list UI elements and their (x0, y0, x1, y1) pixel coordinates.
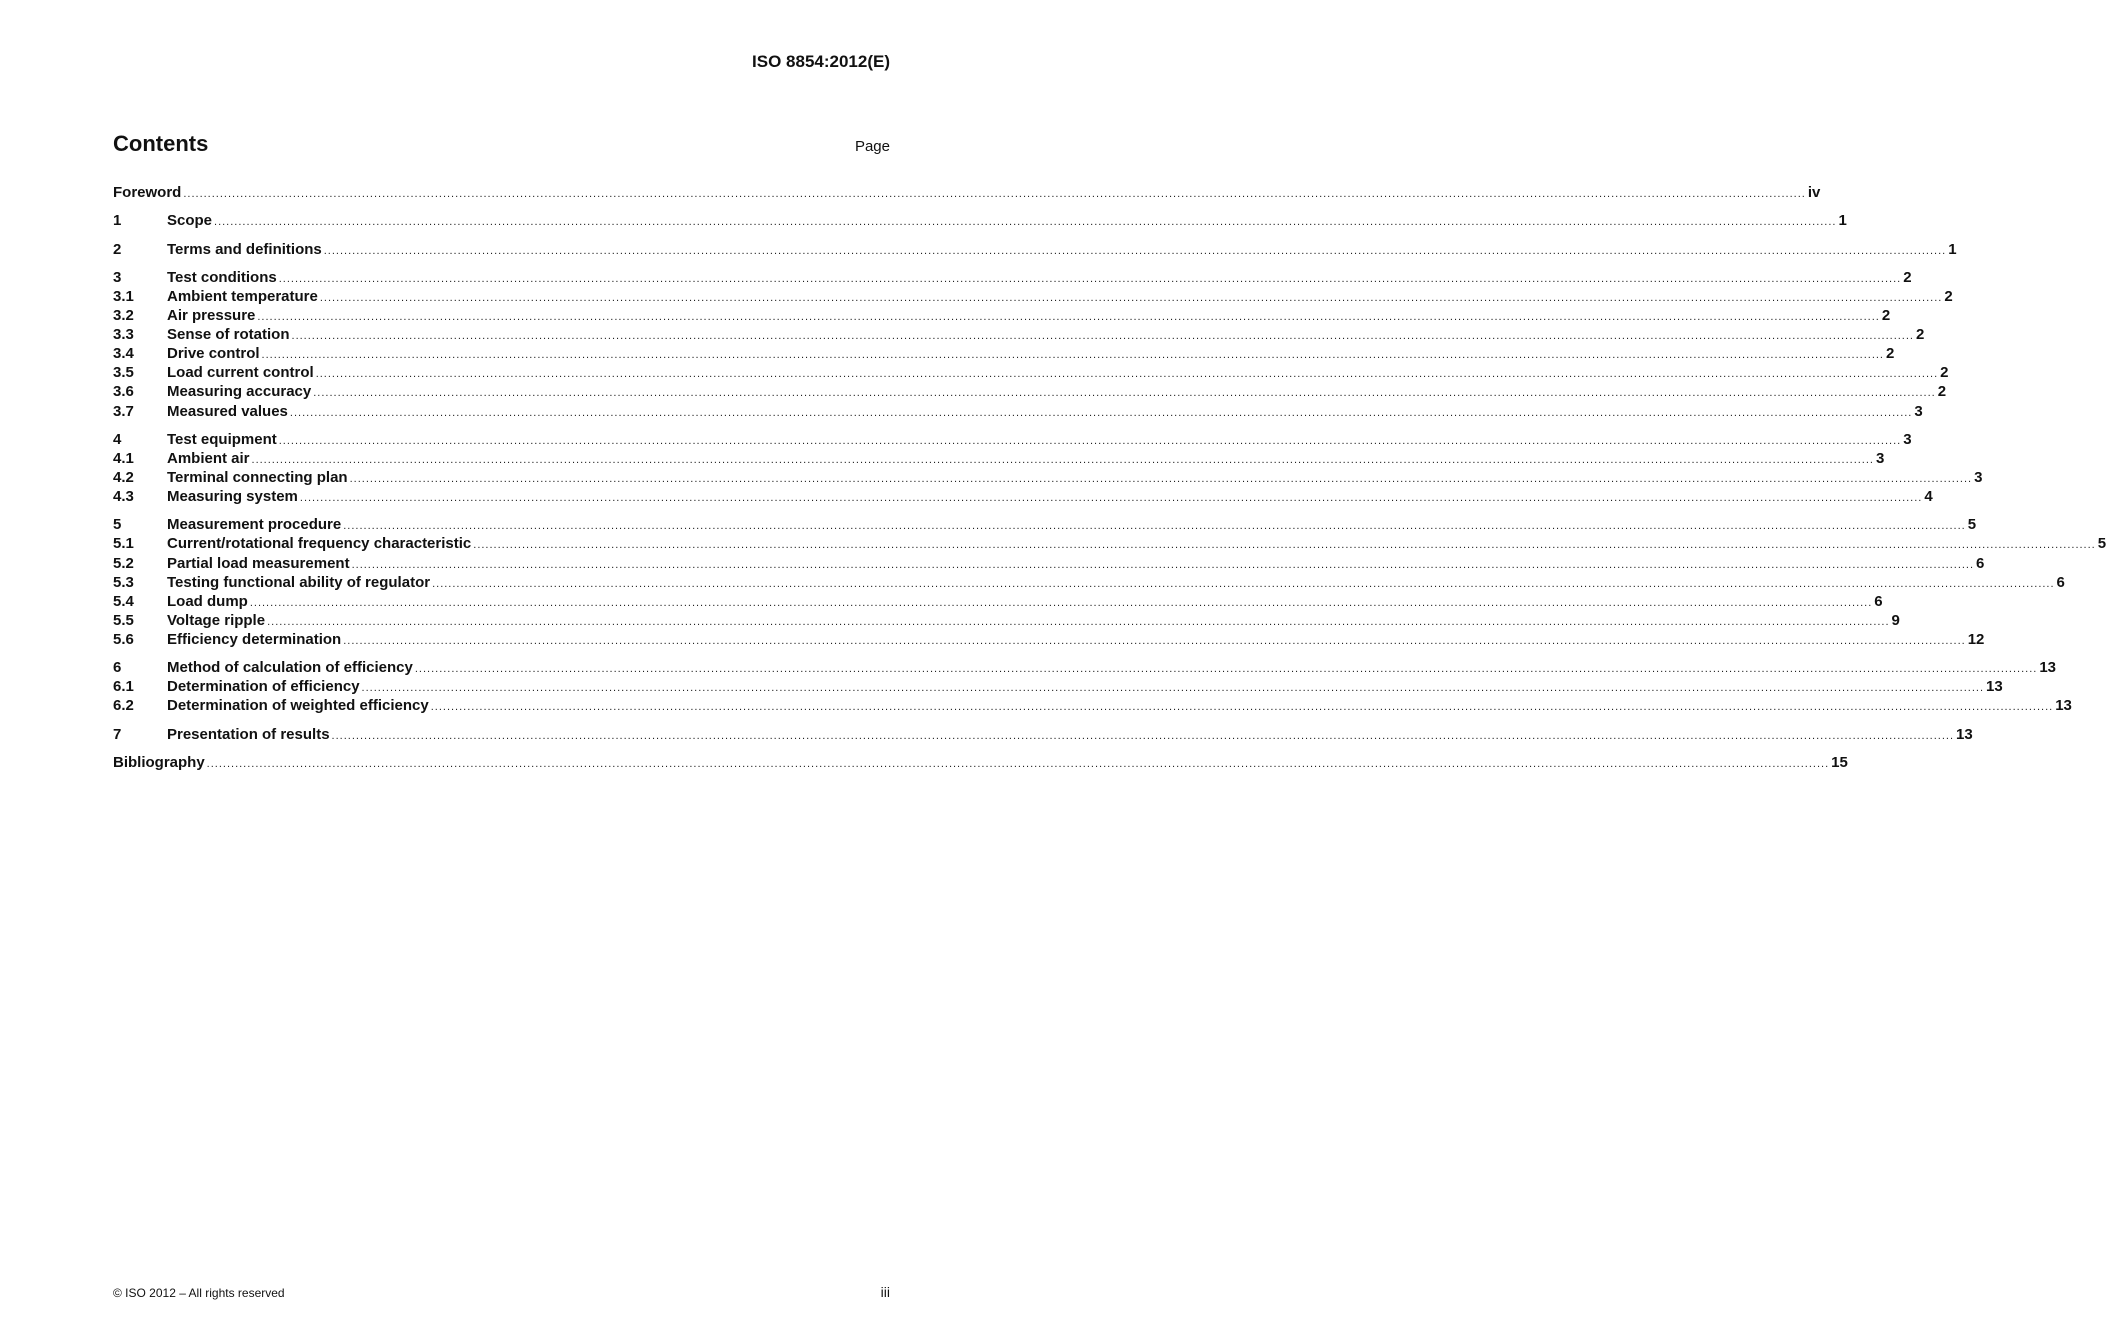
toc-entry-number: 2 (113, 240, 122, 258)
toc-entry-page: 3 (1974, 468, 1983, 486)
toc-entry-title: Measuring system (167, 488, 298, 506)
toc-entry-title: Determination of efficiency (167, 678, 360, 696)
dot-leader: ................................................................................................................................................................................................................................................................................................................................................................................................................ (349, 472, 1973, 485)
page-column-label: Page (854, 138, 890, 155)
toc-entry-number: 5 (113, 516, 122, 534)
dot-leader: ................................................................................................................................................................................................................................................................................................................................................................................................................ (249, 596, 1873, 609)
toc-entry-page: 13 (1956, 725, 1973, 743)
dot-leader: ................................................................................................................................................................................................................................................................................................................................................................................................................ (315, 368, 1939, 381)
toc-entry-page: 5 (1967, 516, 1977, 534)
toc-entry-number: 5.2 (113, 554, 134, 572)
toc-entry[interactable] (113, 344, 1895, 363)
toc-entry-page: 1 (1838, 212, 1847, 230)
toc-entry[interactable] (113, 240, 1957, 259)
dot-leader: ................................................................................................................................................................................................................................................................................................................................................................................................................ (289, 406, 1913, 419)
dot-leader: ................................................................................................................................................................................................................................................................................................................................................................................................................ (214, 216, 1837, 229)
toc-entry-number: 3.5 (113, 364, 134, 382)
toc-entry-page: 6 (1874, 592, 1883, 610)
toc-entry-page: 2 (1915, 326, 1925, 344)
toc-entry-number: 6 (113, 659, 122, 677)
toc-entry[interactable] (113, 630, 1985, 649)
dot-leader: ................................................................................................................................................................................................................................................................................................................................................................................................................ (183, 188, 1806, 200)
dot-leader: ................................................................................................................................................................................................................................................................................................................................................................................................................ (251, 453, 1874, 466)
toc-entry[interactable] (113, 753, 1848, 772)
toc-entry[interactable] (113, 611, 1900, 630)
dot-leader: ................................................................................................................................................................................................................................................................................................................................................................................................................ (313, 387, 1936, 400)
toc-entry-title: Testing functional ability of regulator (167, 573, 431, 591)
toc-entry-title: Measurement procedure (167, 516, 342, 534)
toc-entry[interactable] (113, 449, 1885, 468)
toc-entry-title: Load dump (167, 592, 248, 610)
toc-entry-number: 3.2 (113, 307, 134, 325)
toc-entry[interactable] (113, 306, 1891, 325)
dot-leader: ................................................................................................................................................................................................................................................................................................................................................................................................................ (291, 330, 1914, 343)
toc-entry-page: 13 (2039, 659, 2057, 677)
dot-leader: ................................................................................................................................................................................................................................................................................................................................................................................................................ (257, 311, 1880, 324)
toc-entry-title: Measuring accuracy (167, 383, 312, 401)
toc-entry-number: 4.3 (113, 488, 134, 506)
toc-entry[interactable] (113, 402, 1923, 421)
toc-entry-title: Ambient air (167, 449, 250, 467)
toc-entry[interactable] (113, 287, 1953, 306)
toc-entry-title: Presentation of results (167, 725, 330, 743)
dot-leader: ................................................................................................................................................................................................................................................................................................................................................................................................................ (299, 492, 1923, 505)
toc-entry-number: 4.2 (113, 468, 134, 486)
dot-leader: ................................................................................................................................................................................................................................................................................................................................................................................................................ (278, 434, 1902, 447)
toc-entry-title: Drive control (167, 345, 260, 363)
toc-entry[interactable] (113, 658, 2057, 677)
toc-entry-title: Load current control (167, 364, 314, 382)
dot-leader: ................................................................................................................................................................................................................................................................................................................................................................................................................ (414, 663, 2038, 676)
toc-entry-title: Sense of rotation (167, 326, 290, 344)
toc-entry-number: 6.1 (113, 678, 134, 696)
toc-entry-page: 1 (1948, 240, 1957, 258)
toc-entry-page: 2 (1937, 383, 1947, 401)
toc-entry[interactable] (113, 487, 1933, 506)
toc-entry[interactable] (113, 183, 1821, 202)
toc-entry-number: 6.2 (113, 697, 134, 715)
contents-heading: Contents (113, 131, 209, 156)
toc-entry-title: Method of calculation of efficiency (167, 659, 413, 677)
toc-entry-title: Ambient temperature (167, 287, 318, 305)
toc-entry-title: Test equipment (167, 430, 277, 448)
toc-entry-page: 3 (1875, 449, 1885, 467)
toc-entry-number: 3.7 (113, 402, 134, 420)
toc-entry-page: 2 (1886, 345, 1895, 363)
toc-entry-title: Determination of weighted efficiency (167, 697, 429, 715)
toc-entry-page: 13 (2055, 697, 2072, 715)
toc-entry-title: Efficiency determination (167, 630, 342, 648)
toc-entry-page: 2 (1944, 287, 1953, 305)
dot-leader: ................................................................................................................................................................................................................................................................................................................................................................................................................ (343, 520, 1966, 533)
toc-entry-page: 2 (1903, 268, 1912, 286)
toc-entry[interactable] (113, 677, 2003, 696)
dot-leader: ................................................................................................................................................................................................................................................................................................................................................................................................................ (206, 757, 1830, 770)
toc-entry[interactable] (113, 725, 1973, 744)
toc-entry-number: 5.4 (113, 592, 134, 610)
toc-entry-page: 2 (1940, 364, 1949, 382)
toc-entry-number: 3.6 (113, 383, 134, 401)
toc-entry[interactable] (113, 534, 2106, 553)
toc-entry-title: Terminal connecting plan (167, 468, 348, 486)
dot-leader: ................................................................................................................................................................................................................................................................................................................................................................................................................ (261, 349, 1884, 362)
dot-leader: ................................................................................................................................................................................................................................................................................................................................................................................................................ (361, 682, 1985, 695)
dot-leader: ................................................................................................................................................................................................................................................................................................................................................................................................................ (319, 291, 1943, 304)
copyright-notice: © ISO 2012 – All rights reserved (113, 1286, 285, 1300)
toc-entry-number: 3 (113, 268, 122, 286)
dot-leader: ................................................................................................................................................................................................................................................................................................................................................................................................................ (323, 244, 1947, 257)
toc-entry-number: 3.3 (113, 326, 134, 344)
toc-entry-page: 15 (1831, 753, 1848, 771)
toc-entry[interactable] (113, 382, 1947, 401)
toc-entry-number: 4.1 (113, 449, 134, 467)
toc-entry-title: Foreword (113, 184, 182, 201)
toc-entry-number: 7 (113, 725, 122, 743)
dot-leader: ................................................................................................................................................................................................................................................................................................................................................................................................................ (473, 539, 2096, 552)
toc-entry-page: 3 (1903, 430, 1912, 448)
toc-entry[interactable] (113, 515, 1977, 534)
toc-entry[interactable] (113, 554, 1985, 573)
toc-entry-number: 4 (113, 430, 122, 448)
toc-entry-title: Voltage ripple (167, 611, 266, 629)
toc-entry[interactable] (113, 325, 1925, 344)
dot-leader: ................................................................................................................................................................................................................................................................................................................................................................................................................ (331, 729, 1955, 742)
toc-entry-number: 1 (113, 212, 122, 230)
toc-entry[interactable] (113, 211, 1847, 230)
toc-entry-number: 3.4 (113, 345, 134, 363)
toc-entry-page: 6 (2056, 573, 2065, 591)
dot-leader: ................................................................................................................................................................................................................................................................................................................................................................................................................ (343, 634, 1966, 647)
dot-leader: ................................................................................................................................................................................................................................................................................................................................................................................................................ (351, 558, 1975, 571)
toc-entry-title: Scope (167, 212, 213, 230)
toc-entry-title: Terms and definitions (167, 240, 322, 258)
toc-entry-title: Test conditions (167, 268, 277, 286)
dot-leader: ................................................................................................................................................................................................................................................................................................................................................................................................................ (430, 701, 2054, 714)
toc-entry-page: iv (1807, 184, 1821, 201)
toc-entry-title: Air pressure (167, 307, 256, 325)
toc-entry-number: 5.3 (113, 573, 134, 591)
toc-entry[interactable] (113, 363, 1949, 382)
toc-entry-number: 3.1 (113, 287, 134, 305)
toc-entry-page: 13 (1986, 678, 2003, 696)
page-number: iii (880, 1284, 890, 1300)
toc-entry-page: 2 (1881, 307, 1891, 325)
toc-entry[interactable] (113, 468, 1983, 487)
toc-entry[interactable] (113, 430, 1912, 449)
toc-entry-title: Partial load measurement (167, 554, 350, 572)
toc-entry-number: 5.1 (113, 535, 134, 553)
table-of-contents (113, 183, 2106, 772)
toc-entry-page: 6 (1976, 554, 1985, 572)
toc-entry[interactable] (113, 696, 2072, 715)
toc-entry-number: 5.5 (113, 611, 134, 629)
toc-entry-page: 4 (1924, 488, 1933, 506)
toc-entry[interactable] (113, 268, 1912, 287)
toc-entry-title: Measured values (167, 402, 288, 420)
toc-entry-title: Bibliography (113, 753, 205, 771)
toc-entry-page: 12 (1967, 630, 1985, 648)
toc-entry[interactable] (113, 573, 2065, 592)
dot-leader: ................................................................................................................................................................................................................................................................................................................................................................................................................ (432, 577, 2055, 590)
document-id: ISO 8854:2012(E) (752, 52, 890, 71)
toc-entry-title: Current/rotational frequency characteristic (167, 535, 472, 553)
dot-leader: ................................................................................................................................................................................................................................................................................................................................................................................................................ (278, 272, 1902, 285)
toc-entry[interactable] (113, 592, 1883, 611)
toc-entry-page: 3 (1914, 402, 1923, 420)
dot-leader: ................................................................................................................................................................................................................................................................................................................................................................................................................ (267, 615, 1890, 628)
toc-entry-page: 5 (2097, 535, 2106, 553)
toc-entry-number: 5.6 (113, 630, 134, 648)
toc-entry-page: 9 (1891, 611, 1900, 629)
